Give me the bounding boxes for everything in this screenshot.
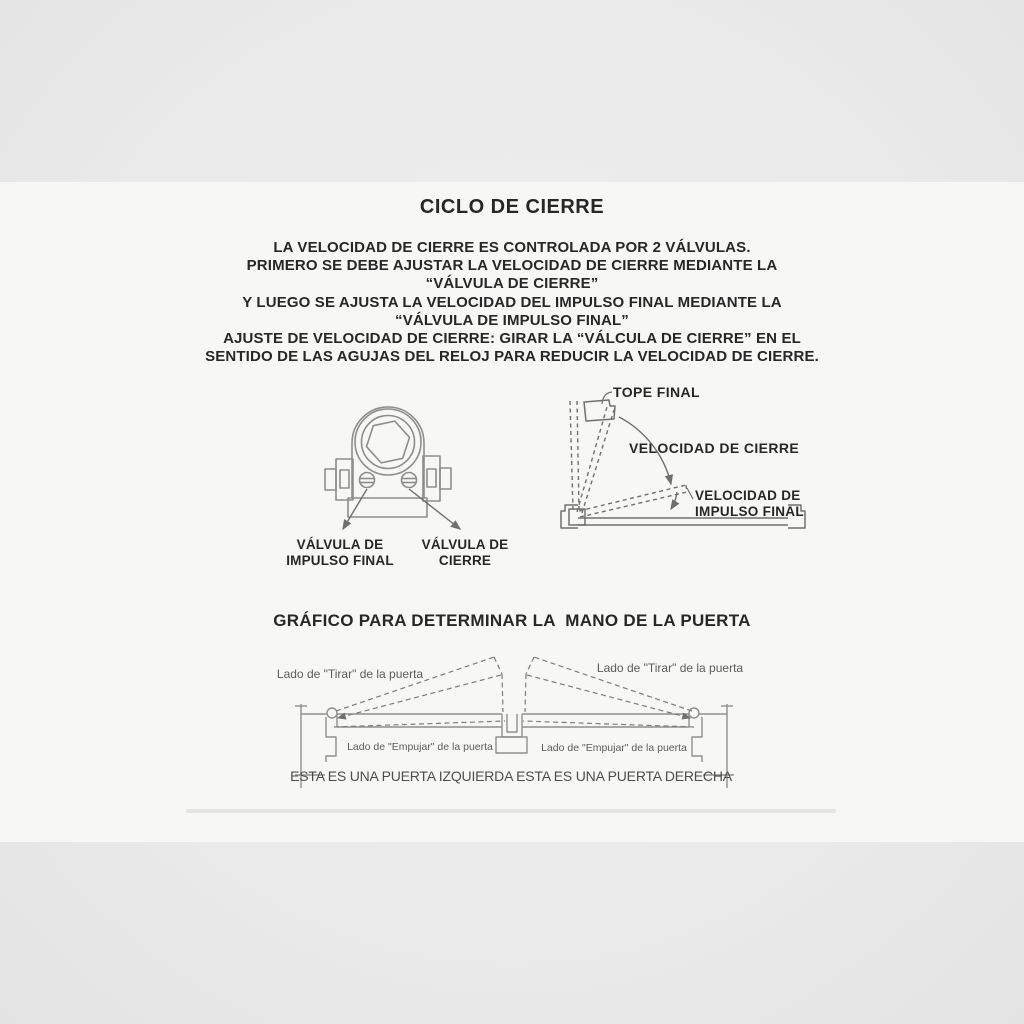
push-side-label-left: Lado de "Empujar" de la puerta (347, 741, 493, 753)
intro-line: AJUSTE DE VELOCIDAD DE CIERRE: GIRAR LA “VÁLCULA DE CIERRE” EN EL (223, 330, 801, 348)
closing-valve-caption-line2: CIERRE (438, 552, 492, 568)
impulse-valve-caption-line1: VÁLVULA DE (296, 537, 384, 552)
intro-line: SENTIDO DE LAS AGUJAS DEL RELOJ PARA REDUCIR LA VELOCIDAD DE CIERRE. (205, 348, 819, 366)
section-divider (186, 809, 836, 813)
closing-valve-caption (385, 537, 545, 569)
door-hand-caption: ESTA ES UNA PUERTA IZQUIERDA ESTA ES UNA PUERTA DERECHA (290, 768, 732, 784)
latch-speed-label-line2: IMPULSO FINAL (695, 503, 804, 519)
page-title: CICLO DE CIERRE (419, 196, 605, 218)
impulse-valve-caption-line2: IMPULSO FINAL (286, 552, 394, 568)
intro-line: “VÁLVULA DE IMPULSO FINAL” (395, 311, 629, 329)
intro-line: Y LUEGO SE AJUSTA LA VELOCIDAD DEL IMPULSO FINAL MEDIANTE LA (242, 293, 782, 311)
latch-speed-label (695, 488, 804, 519)
closing-speed-label: VELOCIDAD DE CIERRE (629, 440, 800, 456)
push-side-label-right: Lado de "Empujar" de la puerta (541, 742, 687, 754)
final-stop-label: TOPE FINAL (613, 384, 700, 400)
pull-side-label-right: Lado de "Tirar" de la puerta (596, 661, 744, 675)
intro-line: “VÁLVULA DE CIERRE” (425, 275, 599, 293)
pull-side-label-left: Lado de "Tirar" de la puerta (276, 667, 424, 681)
intro-line: PRIMERO SE DEBE AJUSTAR LA VELOCIDAD DE CIERRE MEDIANTE LA (246, 257, 778, 275)
closing-valve-caption-line1: VÁLVULA DE (421, 537, 509, 552)
latch-speed-label-line1: VELOCIDAD DE (695, 488, 801, 503)
intro-paragraph (0, 239, 1024, 366)
hand-chart-heading: GRÁFICO PARA DETERMINAR LA MANO DE LA PUERTA (273, 611, 751, 630)
intro-line: LA VELOCIDAD DE CIERRE ES CONTROLADA POR 2 VÁLVULAS. (273, 239, 751, 256)
